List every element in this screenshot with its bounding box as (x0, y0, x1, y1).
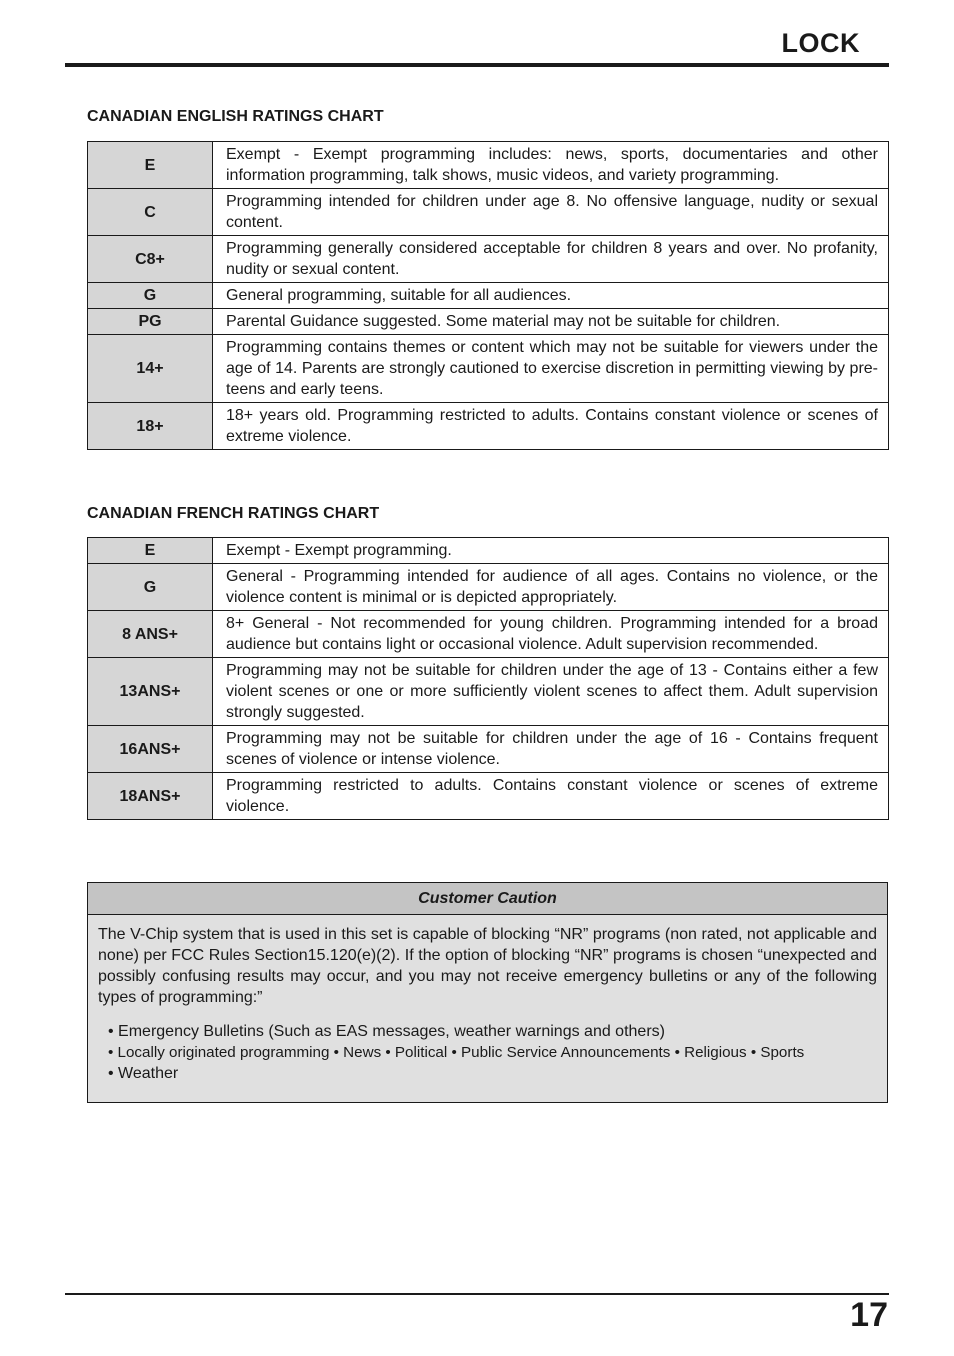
caution-body (88, 915, 887, 1084)
rating-description: Programming may not be suitable for children under the age of 16 - Contains frequent scenes of violence or intense violence. (213, 726, 889, 773)
rating-description: Exempt - Exempt programming includes: news, sports, documentaries and other information programming, talk shows, music videos, and variety programming. (213, 142, 889, 189)
rating-row (88, 309, 889, 335)
rating-row (88, 773, 889, 820)
french-chart-heading: CANADIAN FRENCH RATINGS CHART (87, 505, 380, 522)
rating-description: Parental Guidance suggested. Some material may not be suitable for children. (213, 309, 889, 335)
rating-code: E (88, 142, 213, 189)
header-rule (65, 63, 889, 67)
footer-rule (65, 1293, 889, 1295)
rating-row (88, 726, 889, 773)
caution-bullet-list (98, 1021, 877, 1084)
rating-row (88, 236, 889, 283)
page-title: LOCK (781, 28, 860, 58)
rating-description: Programming may not be suitable for children under the age of 13 - Contains either a few violent scenes or one or more sufficiently violent scenes to affect them. Adult supervision strongly suggested. (213, 658, 889, 726)
rating-row (88, 142, 889, 189)
caution-bullet-programming-types: • Locally originated programming • News • Political • Public Service Announcements • Religious • Sports (108, 1044, 805, 1061)
rating-code: C (88, 189, 213, 236)
rating-code: E (88, 538, 213, 564)
rating-description: Programming generally considered acceptable for children 8 years and over. No profanity, nudity or sexual content. (213, 236, 889, 283)
rating-code: PG (88, 309, 213, 335)
rating-row (88, 538, 889, 564)
rating-code: 18+ (88, 403, 213, 450)
rating-description: Programming contains themes or content which may not be suitable for viewers under the age of 14. Parents are strongly cautioned to exercise discretion in permitting viewing by pre-teens and early teens. (213, 335, 889, 403)
rating-description: General programming, suitable for all audiences. (213, 283, 889, 309)
rating-row (88, 403, 889, 450)
rating-code: 18ANS+ (88, 773, 213, 820)
rating-code: G (88, 564, 213, 611)
rating-row (88, 283, 889, 309)
rating-description: General - Programming intended for audience of all ages. Contains no violence, or the violence content is minimal or is depicted appropriately. (213, 564, 889, 611)
caution-title: Customer Caution (88, 883, 887, 915)
rating-description: Programming intended for children under age 8. No offensive language, nudity or sexual content. (213, 189, 889, 236)
rating-code: 14+ (88, 335, 213, 403)
rating-row (88, 189, 889, 236)
rating-code: G (88, 283, 213, 309)
page-number: 17 (850, 1296, 888, 1334)
rating-row (88, 658, 889, 726)
caution-bullet-weather: • Weather (108, 1065, 179, 1082)
rating-code: 13ANS+ (88, 658, 213, 726)
rating-code: 8 ANS+ (88, 611, 213, 658)
english-chart-heading: CANADIAN ENGLISH RATINGS CHART (87, 108, 384, 125)
rating-row (88, 564, 889, 611)
english-ratings-table (87, 141, 889, 450)
caution-bullet-emergency: • Emergency Bulletins (Such as EAS messages, weather warnings and others) (108, 1023, 665, 1040)
rating-row (88, 611, 889, 658)
caution-text: The V-Chip system that is used in this set is capable of blocking “NR” programs (non rated, not applicable and none) per FCC Rules Section15.120(e)(2). If the option of blocking “NR” programs is chosen “unexpected and possibly confusing results may occur, and you may not receive emergency bulletins or any of the following types of programming:” (98, 926, 877, 1006)
rating-row (88, 335, 889, 403)
customer-caution-box (87, 882, 888, 1103)
rating-code: 16ANS+ (88, 726, 213, 773)
rating-description: Exempt - Exempt programming. (213, 538, 889, 564)
rating-description: 8+ General - Not recommended for young children. Programming intended for a broad audience but contains light or occasional violence. Adult supervision recommended. (213, 611, 889, 658)
rating-description: Programming restricted to adults. Contains constant violence or scenes of extreme violence. (213, 773, 889, 820)
rating-code: C8+ (88, 236, 213, 283)
french-ratings-table (87, 537, 889, 820)
rating-description: 18+ years old. Programming restricted to adults. Contains constant violence or scenes of extreme violence. (213, 403, 889, 450)
